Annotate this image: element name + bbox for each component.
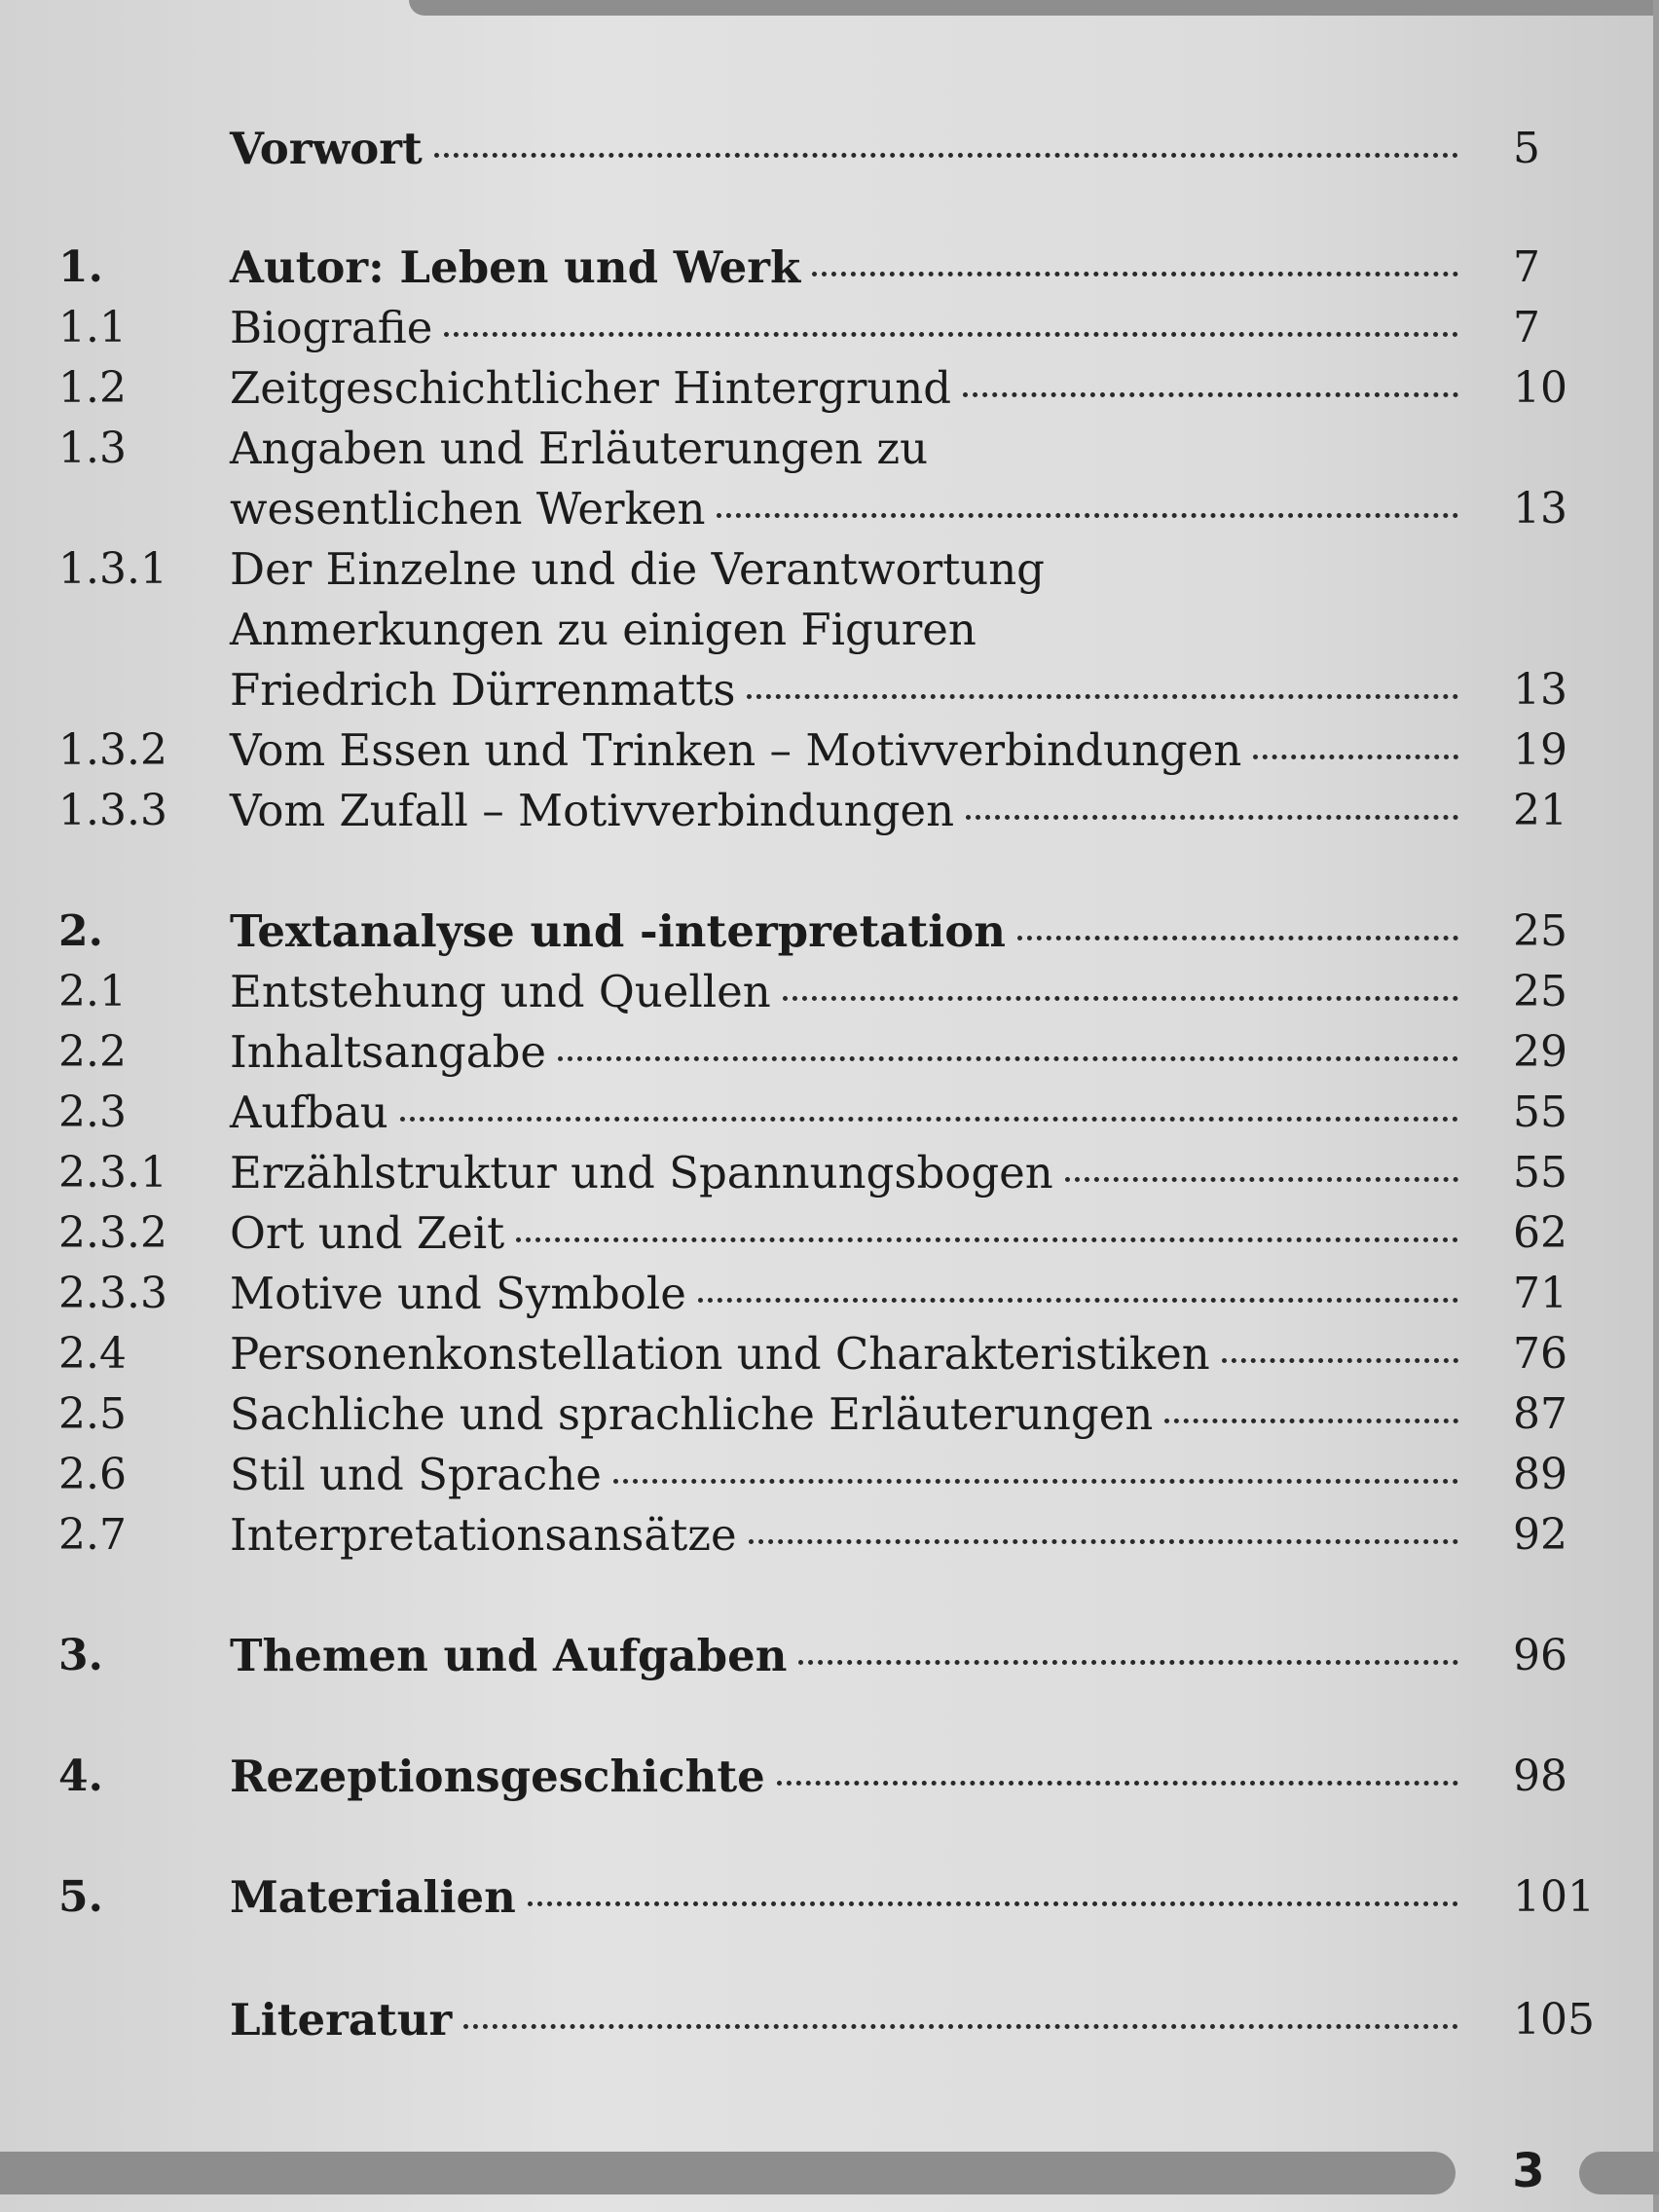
toc-entry-page: 105 — [1513, 1995, 1595, 2045]
dot-leader — [783, 996, 1458, 1001]
toc-entry-page: 10 — [1513, 363, 1567, 413]
toc-entry-1 — [0, 238, 1659, 298]
toc-entry-title: Autor: Leben und Werk — [230, 241, 801, 293]
toc-entry-title: Entstehung und Quellen — [230, 966, 771, 1017]
toc-entry-page: 71 — [1513, 1269, 1567, 1318]
toc-entry-title: Anmerkungen zu einigen Figuren — [230, 604, 977, 655]
toc-entry-vorwort — [0, 119, 1659, 179]
toc-entry-2-3-1 — [0, 1143, 1659, 1203]
toc-entry-page: 62 — [1513, 1208, 1567, 1258]
toc-entry-2-2 — [0, 1022, 1659, 1083]
toc-entry-page: 21 — [1513, 786, 1567, 835]
toc-entry-title: Textanalyse und -interpretation — [230, 905, 1007, 957]
toc-entry-1-3-continued — [0, 479, 1659, 539]
toc-entry-4 — [0, 1747, 1659, 1807]
toc-entry-number: 2.7 — [58, 1510, 127, 1560]
toc-entry-page: 5 — [1513, 124, 1540, 173]
dot-leader — [747, 694, 1458, 699]
toc-entry-number: 2.2 — [58, 1027, 127, 1077]
toc-entry-title: Rezeptionsgeschichte — [230, 1751, 765, 1802]
toc-entry-page: 7 — [1513, 242, 1540, 292]
toc-entry-2-3-3 — [0, 1264, 1659, 1324]
toc-entry-title: Personenkonstellation und Charakteristiken — [230, 1328, 1210, 1380]
dot-leader — [698, 1298, 1458, 1303]
bottom-decorative-bar — [0, 2152, 1456, 2194]
toc-entry-page: 96 — [1513, 1631, 1567, 1680]
toc-entry-number: 2.3.2 — [58, 1208, 167, 1258]
toc-entry-number: 1.3.1 — [58, 544, 167, 594]
toc-entry-number: 1. — [58, 242, 103, 292]
bottom-decorative-bar-right — [1579, 2152, 1659, 2194]
toc-entry-number: 3. — [58, 1631, 103, 1680]
toc-entry-title: Angaben und Erläuterungen zu — [230, 423, 929, 474]
toc-entry-page: 19 — [1513, 725, 1567, 775]
toc-entry-page: 55 — [1513, 1148, 1567, 1198]
dot-leader — [963, 392, 1458, 397]
toc-entry-page: 76 — [1513, 1329, 1567, 1379]
toc-entry-title: Vom Zufall – Motivverbindungen — [230, 785, 955, 836]
toc-entry-number: 2.5 — [58, 1389, 127, 1439]
toc-entry-number: 2.6 — [58, 1450, 127, 1499]
dot-leader — [613, 1479, 1458, 1484]
toc-entry-number: 5. — [58, 1872, 103, 1922]
toc-entry-number: 2.3.3 — [58, 1269, 167, 1318]
toc-entry-2-3 — [0, 1083, 1659, 1143]
toc-entry-title: Friedrich Dürrenmatts — [230, 664, 736, 716]
toc-entry-page: 87 — [1513, 1389, 1567, 1439]
toc-entry-3 — [0, 1626, 1659, 1686]
toc-entry-1-3 — [0, 419, 1659, 479]
toc-entry-title: Zeitgeschichtlicher Hintergrund — [230, 362, 952, 414]
toc-entry-title: Der Einzelne und die Verantwortung — [230, 543, 1045, 595]
toc-entry-page: 55 — [1513, 1088, 1567, 1137]
dot-leader — [1164, 1419, 1458, 1423]
toc-entry-5 — [0, 1867, 1659, 1928]
toc-entry-title: Materialien — [230, 1871, 516, 1923]
toc-entry-number: 1.3 — [58, 424, 127, 473]
toc-entry-page: 13 — [1513, 665, 1567, 715]
toc-entry-page: 101 — [1513, 1872, 1595, 1922]
toc-entry-2-1 — [0, 962, 1659, 1022]
dot-leader — [1253, 755, 1458, 759]
dot-leader — [812, 272, 1458, 276]
toc-entry-1-3-3 — [0, 781, 1659, 841]
toc-entry-1-3-1-line2 — [0, 600, 1659, 660]
toc-entry-title: Vom Essen und Trinken – Motivverbindungen — [230, 724, 1242, 776]
toc-entry-1-3-1 — [0, 539, 1659, 600]
toc-entry-number: 1.1 — [58, 303, 127, 352]
toc-entry-number: 2.1 — [58, 967, 127, 1016]
toc-entry-page: 29 — [1513, 1027, 1567, 1077]
toc-entry-title: Literatur — [230, 1994, 453, 2046]
toc-entry-page: 98 — [1513, 1751, 1567, 1801]
toc-entry-2-3-2 — [0, 1203, 1659, 1264]
dot-leader — [558, 1056, 1458, 1061]
toc-entry-page: 25 — [1513, 967, 1567, 1016]
toc-entry-title: Erzählstruktur und Spannungsbogen — [230, 1147, 1053, 1198]
toc-entry-1-3-2 — [0, 720, 1659, 781]
toc-entry-title: Sachliche und sprachliche Erläuterungen — [230, 1388, 1154, 1440]
dot-leader — [798, 1660, 1458, 1665]
dot-leader — [1017, 936, 1458, 940]
toc-entry-number: 2. — [58, 906, 103, 956]
toc-entry-2-5 — [0, 1384, 1659, 1445]
toc-entry-number: 1.3.2 — [58, 725, 167, 775]
toc-entry-2-7 — [0, 1505, 1659, 1566]
toc-entry-1-2 — [0, 358, 1659, 419]
toc-entry-number: 1.2 — [58, 363, 127, 413]
toc-entry-title: Interpretationsansätze — [230, 1509, 737, 1561]
top-decorative-bar — [409, 0, 1659, 16]
toc-entry-title: Biografie — [230, 302, 433, 353]
dot-leader — [1065, 1177, 1458, 1182]
toc-entry-2 — [0, 902, 1659, 962]
toc-entry-page: 89 — [1513, 1450, 1567, 1499]
toc-entry-1-3-1-line3 — [0, 660, 1659, 720]
toc-entry-title: Vorwort — [230, 123, 423, 174]
toc-entry-number: 4. — [58, 1751, 103, 1801]
toc-entry-literatur — [0, 1990, 1659, 2050]
toc-entry-number: 2.3 — [58, 1088, 127, 1137]
dot-leader — [444, 332, 1458, 337]
dot-leader — [717, 513, 1458, 518]
toc-entry-number: 2.3.1 — [58, 1148, 167, 1198]
toc-entry-title: Stil und Sprache — [230, 1449, 602, 1500]
toc-entry-1-1 — [0, 298, 1659, 358]
dot-leader — [516, 1237, 1458, 1242]
dot-leader — [434, 153, 1458, 158]
toc-entry-page: 92 — [1513, 1510, 1567, 1560]
dot-leader — [1222, 1358, 1458, 1363]
toc-entry-page: 7 — [1513, 303, 1540, 352]
dot-leader — [777, 1781, 1458, 1786]
toc-entry-2-4 — [0, 1324, 1659, 1384]
toc-entry-page: 13 — [1513, 484, 1567, 534]
toc-entry-title: Motive und Symbole — [230, 1268, 686, 1319]
toc-entry-title: wesentlichen Werken — [230, 483, 706, 535]
dot-leader — [528, 1901, 1458, 1906]
dot-leader — [400, 1117, 1458, 1122]
dot-leader — [463, 2024, 1458, 2029]
toc-entry-title: Aufbau — [230, 1087, 388, 1138]
toc-entry-title: Ort und Zeit — [230, 1207, 505, 1259]
dot-leader — [966, 815, 1458, 820]
dot-leader — [749, 1539, 1458, 1544]
page-number: 3 — [1512, 2144, 1545, 2198]
toc-entry-number: 1.3.3 — [58, 786, 167, 835]
toc-entry-page: 25 — [1513, 906, 1567, 956]
toc-entry-title: Inhaltsangabe — [230, 1026, 547, 1078]
toc-entry-number: 2.4 — [58, 1329, 127, 1379]
toc-entry-2-6 — [0, 1445, 1659, 1505]
toc-entry-title: Themen und Aufgaben — [230, 1630, 788, 1681]
